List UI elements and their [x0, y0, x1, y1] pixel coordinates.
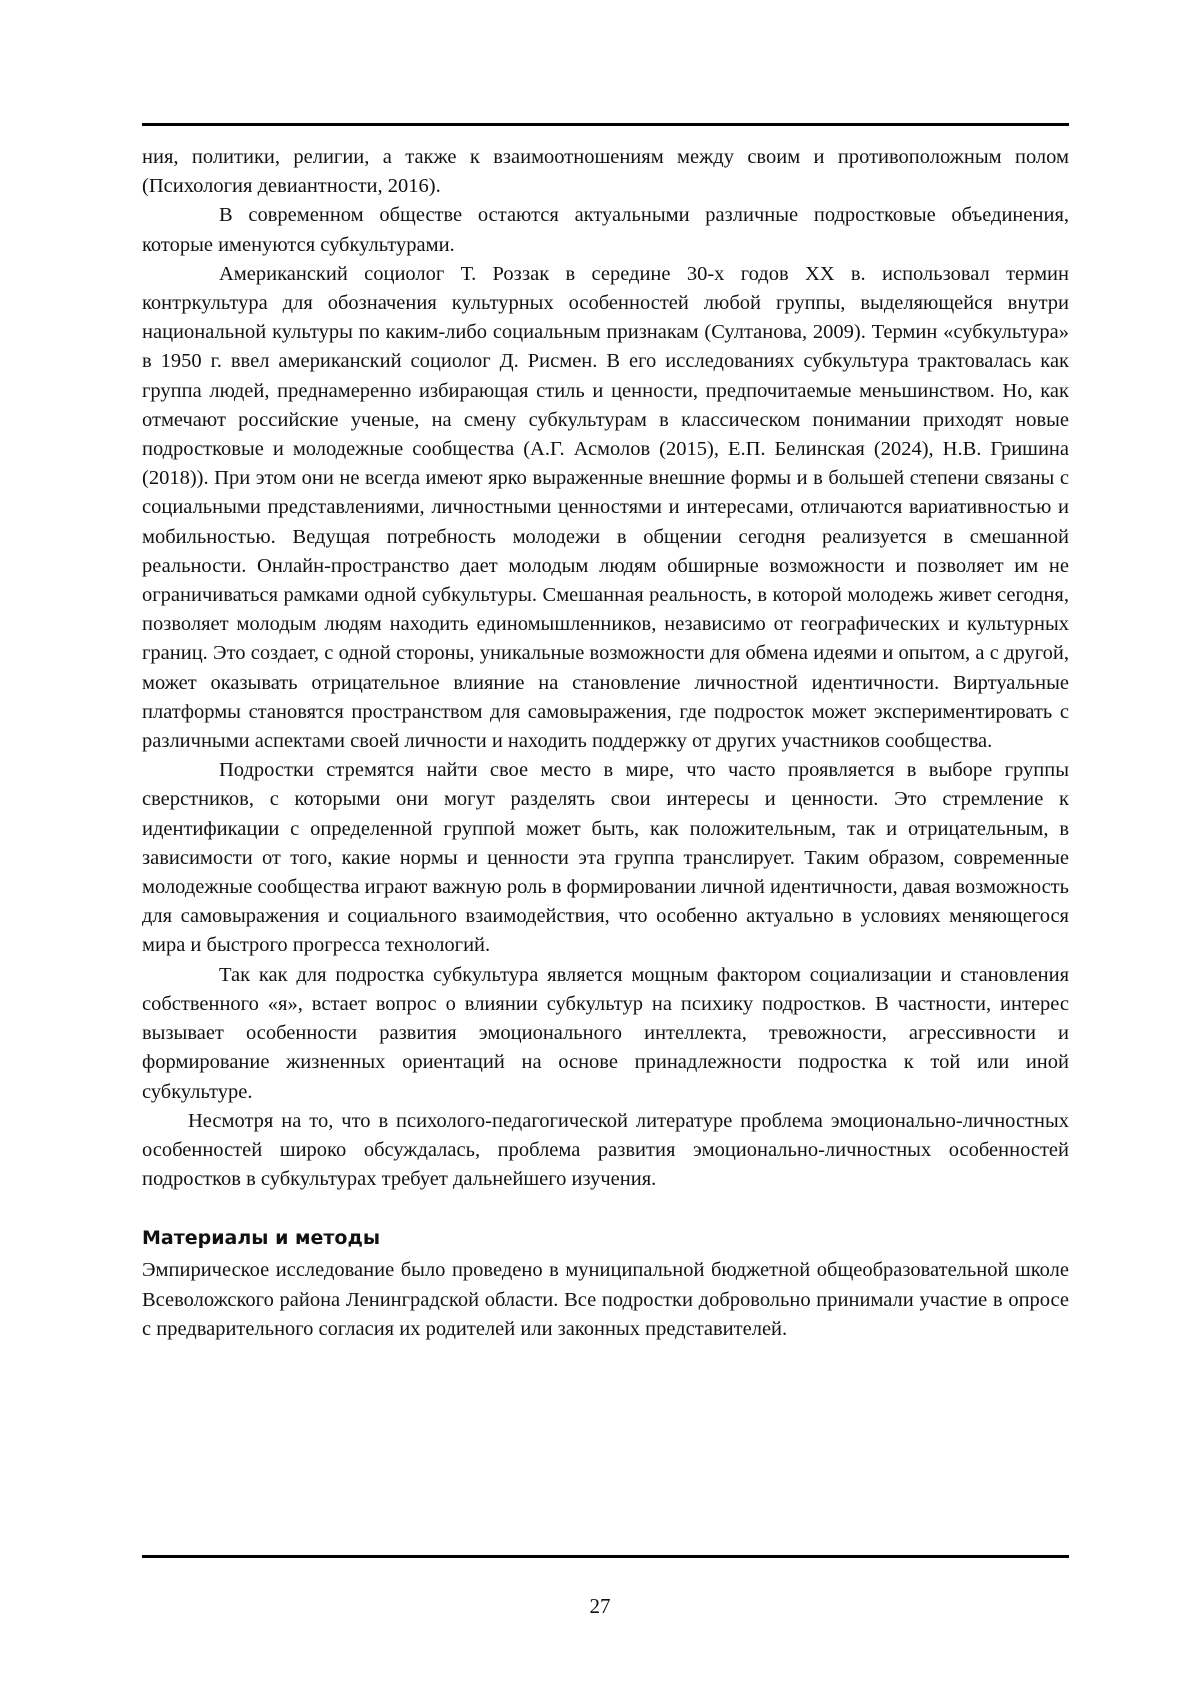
paragraph-problem-statement: Несмотря на то, что в психолого-педагогической литературе проблема эмоционально-личностных особенностей широко обсуждалась, проблема развития эмоционально-личностных особенностей подростков в субкультурах требует дальнейшего изучения. — [142, 1109, 1069, 1191]
paragraph-counterculture: Американский социолог Т. Роззак в середине 30-х годов XX в. использовал термин контркультура для обозначения культурных особенностей любой группы, выделяющейся внутри национальной культуры по каким-либо социальным признакам (Султанова, 2009). Термин «субкультура» в 1950 г. ввел американский социолог Д. Рисмен. В его исследованиях субкультура трактовалась как группа людей, преднамеренно избирающая стиль и ценности, предпочитаемые меньшинством. Но, как отмечают российские ученые, на смену субкультурам в классическом понимании приходят новые подростковые и молодежные сообщества (А.Г. Асмолов (2015), Е.П. Белинская (2024), Н.В. Гришина (2018)). При этом они не всегда имеют ярко выраженные внешние формы и в большей степени связаны с социальными представлениями, личностными ценностями и интересами, отличаются вариативностью и мобильностью. Ведущая потребность молодежи в общении сегодня реализуется в смешанной реальности. Онлайн-пространство дает молодым людям обширные возможности и позволяет им не ограничиваться рамками одной субкультуры. Смешанная реальность, в которой молодежь живет сегодня, позволяет молодым людям находить единомышленников, независимо от географических и культурных границ. Это создает, с одной стороны, уникальные возможности для обмена идеями и опытом, а с другой, может оказывать отрицательное влияние на становление личностной идентичности. Виртуальные платформы становятся пространством для самовыражения, где подросток может экспериментировать с различными аспектами своей личности и находить поддержку от других участников сообщества. — [142, 262, 1069, 753]
paragraph-methods: Эмпирическое исследование было проведено в муниципальной бюджетной общеобразовательной школе Всеволожского района Ленинградской области. Все подростки добровольно принимали участие в опросе с предварительного согласия их родителей или законных представителей. — [142, 1259, 1069, 1340]
paragraph-continuation: ния, политики, религии, а также к взаимоотношениям между своим и противоположным полом (Психология девиантности, 2016). — [142, 146, 1069, 198]
header-rule — [142, 123, 1069, 126]
paragraph-subcultures-intro: В современном обществе остаются актуальными различные подростковые объединения, которые именуются субкультурами. — [142, 204, 1069, 256]
footer-rule — [142, 1555, 1069, 1558]
page-number: 27 — [589, 1594, 611, 1618]
page-content — [142, 143, 1069, 1344]
paragraph-socialization: Так как для подростка субкультура является мощным фактором социализации и становления собственного «я», встает вопрос о влиянии субкультур на психику подростков. В частности, интерес вызывает особенности развития эмоционального интеллекта, тревожности, агрессивности и формирование жизненных ориентаций на основе принадлежности подростка к той или иной субкультуре. — [142, 963, 1069, 1103]
section-heading-materials-methods: Материалы и методы — [142, 1227, 381, 1250]
paragraph-peer-groups: Подростки стремятся найти свое место в мире, что часто проявляется в выборе группы сверстников, с которыми они могут разделять свои интересы и ценности. Это стремление к идентификации с определенной группой может быть, как положительным, так и отрицательным, в зависимости от того, какие нормы и ценности эта группа транслирует. Таким образом, современные молодежные сообщества играют важную роль в формировании личной идентичности, давая возможность для самовыражения и социального взаимодействия, что особенно актуально в условиях меняющегося мира и быстрого прогресса технологий. — [142, 759, 1069, 957]
